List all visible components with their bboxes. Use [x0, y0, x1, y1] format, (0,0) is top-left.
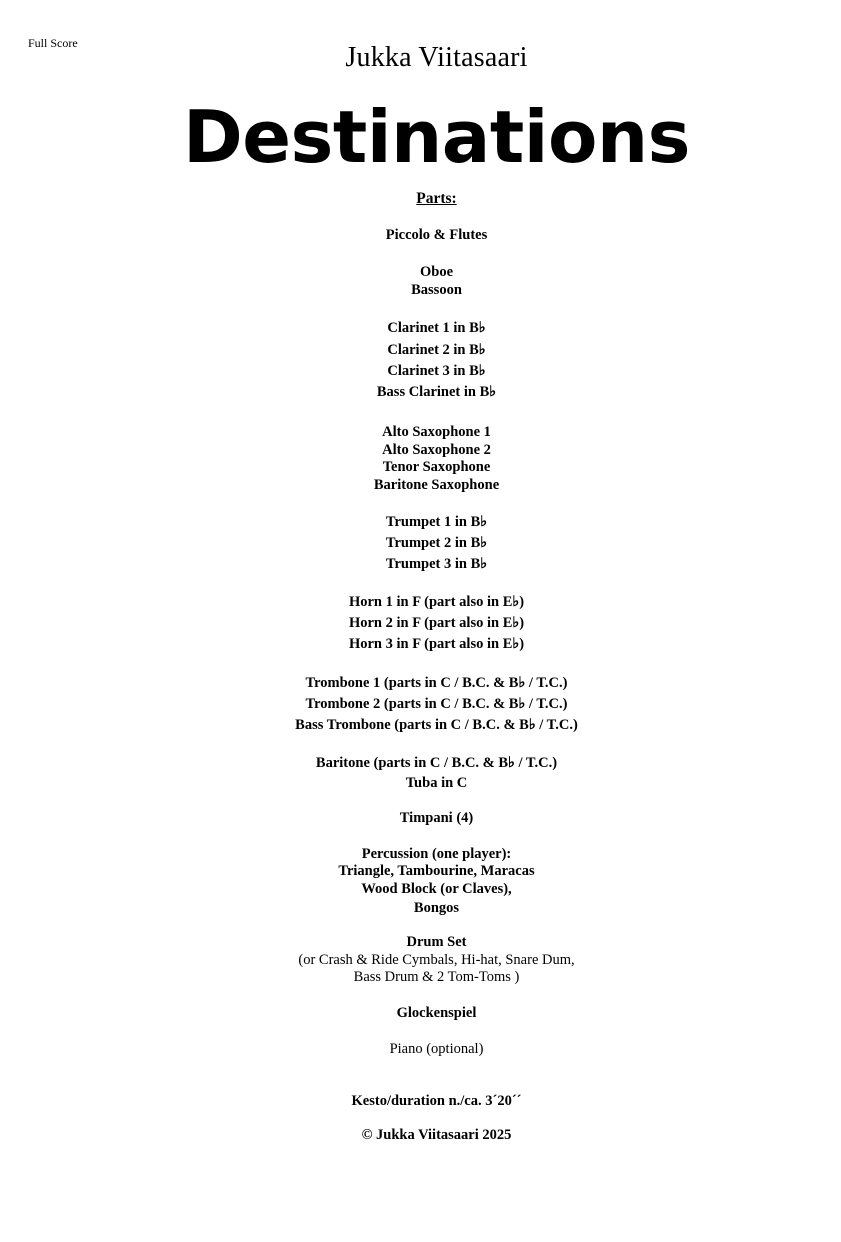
part-line: Oboe	[419, 264, 454, 280]
part-line: Trumpet 3 in B♭	[385, 556, 488, 572]
part-line: Tenor Saxophone	[382, 459, 491, 475]
composer-name: Jukka Viitasaari	[345, 42, 528, 73]
part-line: Horn 1 in F (part also in E♭)	[348, 594, 525, 610]
part-line: Bassoon	[411, 282, 462, 298]
part-line: Alto Saxophone 2	[382, 442, 491, 458]
part-line: Wood Block (or Claves),	[361, 881, 512, 897]
part-line: Clarinet 2 in B♭	[387, 342, 486, 358]
parts-heading: Parts:	[416, 190, 457, 207]
part-line: Piano (optional)	[389, 1041, 484, 1057]
part-line: Trumpet 1 in B♭	[385, 514, 488, 530]
part-line: Drum Set	[406, 934, 467, 950]
part-line: Bass Trombone (parts in C / B.C. & B♭ / T.C.)	[295, 717, 578, 733]
part-line: Trumpet 2 in B♭	[385, 535, 488, 551]
part-line: Bongos	[413, 900, 460, 916]
part-line: (or Crash & Ride Cymbals, Hi-hat, Snare Dum,	[298, 952, 575, 968]
duration-text: Kesto/duration n./ca. 3´20´´	[351, 1093, 522, 1109]
part-line: Trombone 2 (parts in C / B.C. & B♭ / T.C.)	[305, 696, 568, 712]
part-line: Clarinet 1 in B♭	[387, 320, 486, 336]
copyright-text: © Jukka Viitasaari 2025	[361, 1127, 512, 1143]
part-line: Horn 2 in F (part also in E♭)	[348, 615, 525, 631]
part-line: Triangle, Tambourine, Maracas	[338, 863, 535, 879]
part-line: Trombone 1 (parts in C / B.C. & B♭ / T.C.)	[305, 675, 568, 691]
part-line: Percussion (one player):	[361, 846, 512, 862]
part-line: Clarinet 3 in B♭	[387, 363, 486, 379]
part-line: Alto Saxophone 1	[382, 424, 491, 440]
part-line: Piccolo & Flutes	[385, 227, 488, 243]
score-type-label: Full Score	[28, 36, 78, 50]
part-line: Horn 3 in F (part also in E♭)	[348, 636, 525, 652]
part-line: Bass Clarinet in B♭	[376, 384, 497, 400]
part-line: Bass Drum & 2 Tom-Toms )	[353, 969, 520, 985]
part-line: Baritone Saxophone	[373, 477, 500, 493]
page-title: Destinations	[182, 95, 691, 179]
part-line: Glockenspiel	[396, 1005, 477, 1021]
part-line: Timpani (4)	[399, 810, 474, 826]
part-line: Baritone (parts in C / B.C. & B♭ / T.C.)	[315, 755, 558, 771]
part-line: Tuba in C	[405, 775, 468, 791]
